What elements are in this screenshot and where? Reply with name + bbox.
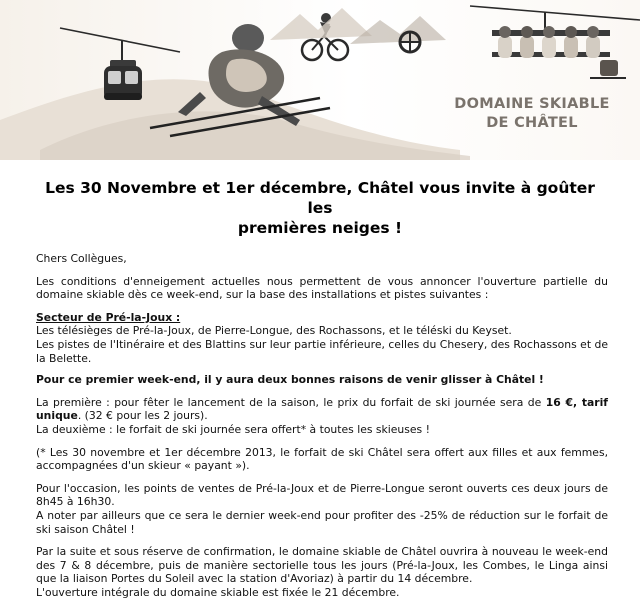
header-banner: [0, 0, 640, 160]
followup-paragraph: [36, 545, 608, 599]
brand-line-2: DE CHÂTEL: [486, 115, 578, 131]
second-reason: La deuxième : le forfait de ski journée sera offert* à toutes les skieuses !: [36, 422, 430, 436]
reasons-title: Pour ce premier week-end, il y aura deux bonnes raisons de venir glisser à Châtel !: [36, 373, 544, 387]
letter-body: [36, 252, 608, 608]
banner-illustration: [0, 0, 640, 160]
chairlift-icon: [470, 6, 640, 78]
intro-paragraph: Les conditions d'enneigement actuelles nous permettent de vous annoncer l'ouverture partielle du domaine skiable dès ce week-end, sur la base des installations et pistes suivantes :: [36, 274, 608, 302]
sales-points: Pour l'occasion, les points de ventes de Pré-la-Joux et de Pierre-Longue seront ouverts ces deux jours de 8h45 à 16h30.: [36, 481, 608, 509]
greeting: Chers Collègues,: [36, 252, 127, 265]
brand-line-1: DOMAINE SKIABLE: [454, 96, 610, 112]
brand-logo-text: [442, 95, 622, 133]
followup-text: Par la suite et sous réserve de confirmation, le domaine skiable de Châtel ouvrira à nouveau le week-end des 7 & 8 décembre, puis de manière sectorielle tous les jours (Pré-la-Joux, les Combes, le Linga ainsi que la liaison Portes du Soleil avec la station d'Avoriaz) à partir du 14 décembre.: [36, 545, 608, 586]
full-opening: L'ouverture intégrale du domaine skiable est fixée le 21 décembre.: [36, 585, 400, 599]
sector-lifts: Les télésièges de Pré-la-Joux, de Pierre-Longue, des Rochassons, et le téléski du Keyset.: [36, 324, 512, 338]
first-reason-text: La première : pour fêter le lancement de la saison, le prix du forfait de ski journée sera de: [36, 395, 546, 409]
title-line-2: premières neiges !: [237, 219, 403, 237]
first-reason-suffix: . (32 € pour les 2 jours).: [77, 409, 208, 423]
discount-note: A noter par ailleurs que ce sera le dernier week-end pour profiter des -25% de réduction sur le forfait de ski saison Châtel !: [36, 508, 608, 536]
title-line-1: Les 30 Novembre et 1er décembre, Châtel vous invite à goûter les: [45, 179, 595, 217]
offer-note: (* Les 30 novembre et 1er décembre 2013, le forfait de ski Châtel sera offert aux filles et aux femmes, accompagnées d'un skieur « payant »).: [36, 445, 608, 473]
lift-wheel-icon: [400, 32, 420, 52]
sector-title: Secteur de Pré-la-Joux :: [36, 310, 181, 324]
reasons-paragraph: [36, 396, 608, 437]
first-reason-price: 16 €, tarif unique: [36, 395, 608, 423]
sales-paragraph: [36, 482, 608, 536]
sector-paragraph: [36, 311, 608, 365]
page-title: [40, 178, 600, 238]
sector-pistes: Les pistes de l'Itinéraire et des Blattins sur leur partie inférieure, celles du Chesery, des Rochassons et de la Belette.: [36, 337, 608, 365]
